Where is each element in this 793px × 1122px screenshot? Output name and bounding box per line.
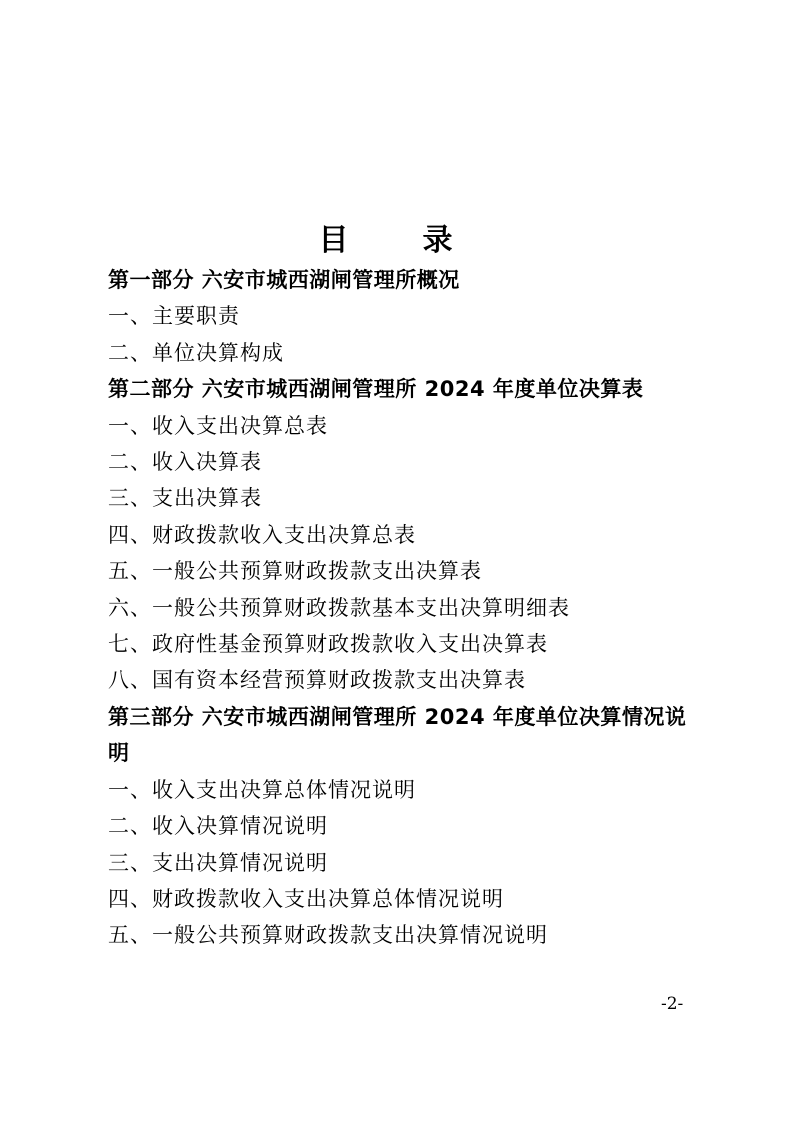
toc-item: 七、政府性基金预算财政拨款收入支出决算表 bbox=[108, 632, 548, 657]
toc-item: 五、一般公共预算财政拨款支出决算表 bbox=[108, 559, 482, 584]
table-of-contents bbox=[108, 262, 708, 954]
toc-item: 二、收入决算表 bbox=[108, 450, 262, 475]
toc-item: 四、财政拨款收入支出决算总体情况说明 bbox=[108, 886, 504, 911]
toc-title: 目 录 bbox=[318, 223, 475, 258]
toc-item: 二、收入决算情况说明 bbox=[108, 814, 328, 839]
toc-item: 一、主要职责 bbox=[108, 304, 240, 329]
toc-item: 五、一般公共预算财政拨款支出决算情况说明 bbox=[108, 923, 548, 948]
toc-part-2: 第二部分 六安市城西湖闸管理所 2024 年度单位决算表 bbox=[108, 377, 644, 402]
toc-item: 一、收入支出决算总表 bbox=[108, 413, 328, 438]
toc-item: 一、收入支出决算总体情况说明 bbox=[108, 777, 416, 802]
toc-item: 六、一般公共预算财政拨款基本支出决算明细表 bbox=[108, 595, 570, 620]
toc-item: 三、支出决算情况说明 bbox=[108, 850, 328, 875]
toc-part-3: 第三部分 六安市城西湖闸管理所 2024 年度单位决算情况说明 bbox=[108, 704, 687, 766]
toc-item: 八、国有资本经营预算财政拨款支出决算表 bbox=[108, 668, 526, 693]
page-number: -2- bbox=[661, 994, 684, 1014]
toc-item: 四、财政拨款收入支出决算总表 bbox=[108, 522, 416, 547]
toc-item: 三、支出决算表 bbox=[108, 486, 262, 511]
toc-part-1: 第一部分 六安市城西湖闸管理所概况 bbox=[108, 268, 460, 292]
toc-item: 二、单位决算构成 bbox=[108, 340, 284, 365]
